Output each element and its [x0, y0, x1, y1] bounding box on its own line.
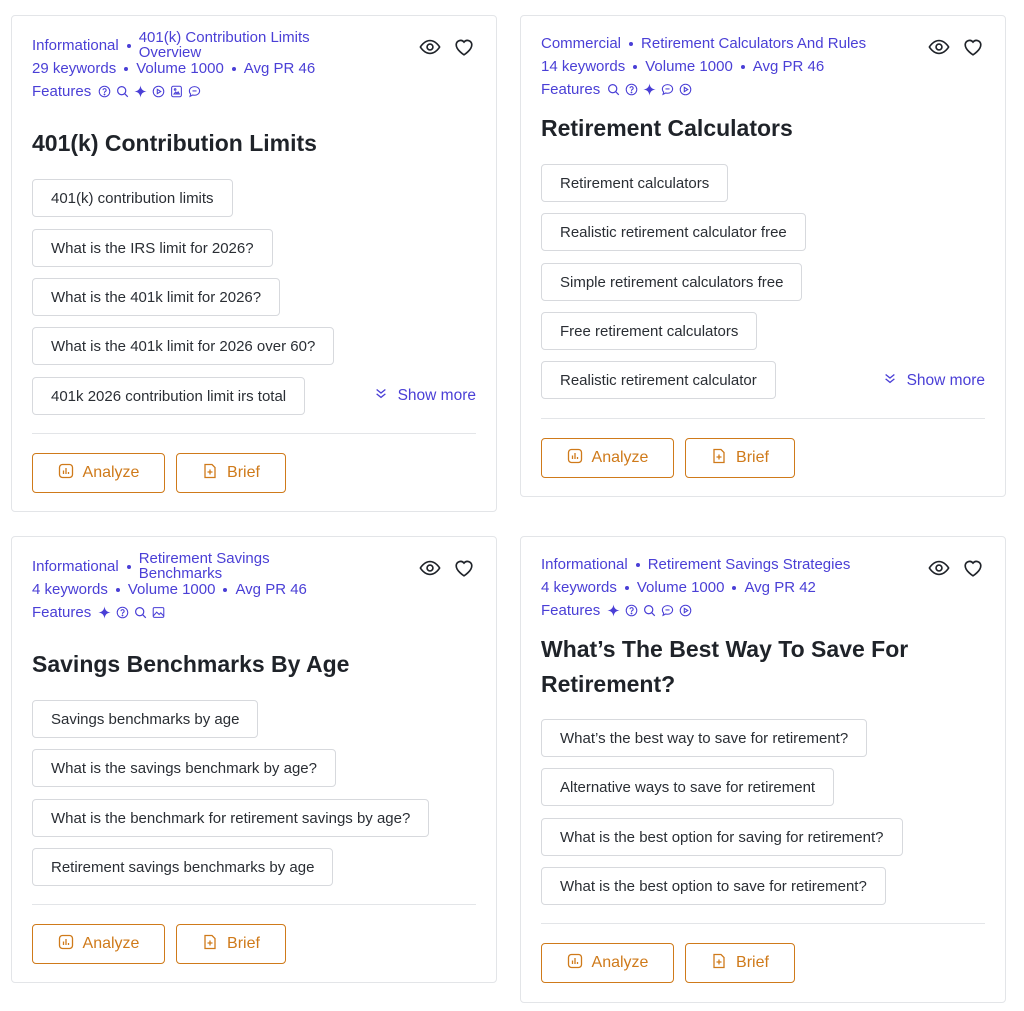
separator-dot: [127, 565, 131, 569]
features-icons: [607, 604, 692, 617]
analyze-label: Analyze: [82, 935, 140, 952]
card-title: Retirement Calculators: [541, 115, 793, 141]
volume-label: Volume 1000: [136, 60, 224, 77]
analyze-button[interactable]: [32, 924, 165, 964]
question-circle-icon: [625, 83, 638, 96]
double-chevron-down-icon: [883, 371, 897, 390]
brief-label: Brief: [227, 935, 260, 952]
separator-dot: [223, 588, 227, 592]
keyword-chip[interactable]: What is the IRS limit for 2026?: [32, 229, 273, 267]
heart-icon[interactable]: [452, 36, 476, 58]
topic-card: [11, 536, 497, 983]
keyword-chip[interactable]: What is the savings benchmark by age?: [32, 749, 336, 787]
question-circle-icon: [98, 85, 111, 98]
features-label: Features: [541, 81, 601, 98]
show-more-label: Show more: [397, 386, 476, 404]
keyword-count: 4 keywords: [32, 581, 108, 598]
analyze-label: Analyze: [591, 954, 649, 971]
analyze-button[interactable]: [32, 453, 165, 493]
separator-dot: [741, 65, 745, 69]
intent-label[interactable]: Commercial: [541, 35, 622, 52]
document-icon: [202, 934, 218, 955]
brief-button[interactable]: [685, 943, 795, 983]
keyword-chip[interactable]: What is the 401k limit for 2026 over 60?: [32, 327, 334, 365]
topic-card: [11, 15, 497, 512]
features-icons: [607, 83, 692, 96]
topic-label[interactable]: Retirement Savings Benchmarks: [138, 549, 270, 582]
topic-card: [520, 15, 1006, 497]
keyword-chip[interactable]: Realistic retirement calculator: [541, 361, 776, 399]
analyze-label: Analyze: [591, 449, 649, 466]
image-icon: [152, 606, 165, 619]
chat-bubble-icon: [661, 604, 674, 617]
show-more-link[interactable]: [374, 386, 476, 405]
separator-dot: [127, 44, 131, 48]
keyword-chip[interactable]: What is the 401k limit for 2026?: [32, 278, 280, 316]
document-icon: [202, 463, 218, 484]
brief-label: Brief: [227, 464, 260, 481]
keyword-chip[interactable]: Simple retirement calculators free: [541, 263, 802, 301]
analyze-button[interactable]: [541, 438, 674, 478]
document-icon: [711, 448, 727, 469]
intent-label[interactable]: Informational: [32, 558, 119, 575]
topic-label[interactable]: Retirement Calculators And Rules: [641, 35, 867, 52]
keyword-count: 29 keywords: [32, 60, 117, 77]
question-circle-icon: [625, 604, 638, 617]
separator-dot: [629, 42, 633, 46]
search-icon: [643, 604, 656, 617]
search-icon: [116, 85, 129, 98]
keyword-chip[interactable]: Savings benchmarks by age: [32, 700, 258, 738]
keyword-chip[interactable]: What is the benchmark for retirement savings by age?: [32, 799, 429, 837]
separator-dot: [633, 65, 637, 69]
card-meta: [32, 28, 406, 103]
brief-label: Brief: [736, 954, 769, 971]
keyword-count: 4 keywords: [541, 579, 617, 596]
volume-label: Volume 1000: [645, 58, 733, 75]
features-icons: [98, 85, 201, 98]
topic-card: [520, 536, 1006, 1003]
volume-label: Volume 1000: [636, 579, 725, 596]
document-icon: [711, 953, 727, 974]
divider: [32, 904, 476, 905]
chart-icon: [58, 463, 74, 484]
analyze-label: Analyze: [82, 464, 140, 481]
eye-icon[interactable]: [927, 557, 951, 579]
keyword-count: 14 keywords: [541, 58, 626, 75]
keyword-chip[interactable]: Realistic retirement calculator free: [541, 213, 806, 251]
brief-label: Brief: [736, 449, 769, 466]
intent-label[interactable]: Informational: [541, 556, 628, 573]
eye-icon[interactable]: [418, 36, 442, 58]
separator-dot: [116, 588, 120, 592]
sparkle-icon: [607, 604, 620, 617]
keyword-chip[interactable]: Retirement savings benchmarks by age: [32, 848, 333, 886]
intent-label[interactable]: Informational: [32, 37, 119, 54]
heart-icon[interactable]: [452, 557, 476, 579]
avg-pr-label: Avg PR 42: [744, 579, 816, 596]
chat-bubble-icon: [661, 83, 674, 96]
chat-bubble-icon: [188, 85, 201, 98]
heart-icon[interactable]: [961, 36, 985, 58]
features-icons: [98, 606, 165, 619]
search-icon: [607, 83, 620, 96]
play-circle-icon: [679, 83, 692, 96]
separator-dot: [232, 67, 236, 71]
separator-dot: [636, 563, 640, 567]
image-square-icon: [170, 85, 183, 98]
analyze-button[interactable]: [541, 943, 674, 983]
sparkle-icon: [643, 83, 656, 96]
features-label: Features: [541, 602, 601, 619]
features-label: Features: [32, 604, 92, 621]
chart-icon: [567, 953, 583, 974]
keyword-chip[interactable]: Alternative ways to save for retirement: [541, 768, 834, 806]
search-icon: [134, 606, 147, 619]
show-more-label: Show more: [906, 371, 985, 389]
avg-pr-label: Avg PR 46: [243, 60, 316, 77]
topic-label[interactable]: 401(k) Contribution Limits Overview: [138, 28, 310, 61]
keyword-chip[interactable]: 401k 2026 contribution limit irs total: [32, 377, 305, 415]
keyword-chip[interactable]: Free retirement calculators: [541, 312, 757, 350]
double-chevron-down-icon: [374, 386, 388, 405]
keyword-chip[interactable]: 401(k) contribution limits: [32, 179, 233, 217]
card-meta: [541, 553, 915, 622]
card-meta: [32, 549, 406, 624]
separator-dot: [124, 67, 128, 71]
show-more-link[interactable]: [883, 371, 985, 390]
keyword-chip[interactable]: What is the best option to save for retirement?: [541, 867, 886, 905]
separator-dot: [625, 586, 629, 590]
eye-icon[interactable]: [418, 557, 442, 579]
sparkle-icon: [134, 85, 147, 98]
separator-dot: [732, 586, 736, 590]
brief-button[interactable]: [176, 924, 286, 964]
eye-icon[interactable]: [927, 36, 951, 58]
heart-icon[interactable]: [961, 557, 985, 579]
play-circle-icon: [679, 604, 692, 617]
chart-icon: [58, 934, 74, 955]
avg-pr-label: Avg PR 46: [752, 58, 825, 75]
features-label: Features: [32, 83, 92, 100]
brief-button[interactable]: [176, 453, 286, 493]
chart-icon: [567, 448, 583, 469]
keyword-chip[interactable]: What’s the best way to save for retirement?: [541, 719, 867, 757]
topic-label[interactable]: Retirement Savings Strategies: [647, 556, 851, 573]
divider: [541, 418, 985, 419]
volume-label: Volume 1000: [127, 581, 216, 598]
question-circle-icon: [116, 606, 129, 619]
card-title: Savings Benchmarks By Age: [32, 651, 350, 677]
card-title: 401(k) Contribution Limits: [32, 130, 317, 156]
play-circle-icon: [152, 85, 165, 98]
card-title: What’s The Best Way To Save For Retirement?: [541, 636, 909, 697]
divider: [32, 433, 476, 434]
keyword-chip[interactable]: What is the best option for saving for retirement?: [541, 818, 903, 856]
avg-pr-label: Avg PR 46: [235, 581, 307, 598]
divider: [541, 923, 985, 924]
keyword-chip[interactable]: Retirement calculators: [541, 164, 728, 202]
brief-button[interactable]: [685, 438, 795, 478]
sparkle-icon: [98, 606, 111, 619]
card-meta: [541, 32, 915, 101]
